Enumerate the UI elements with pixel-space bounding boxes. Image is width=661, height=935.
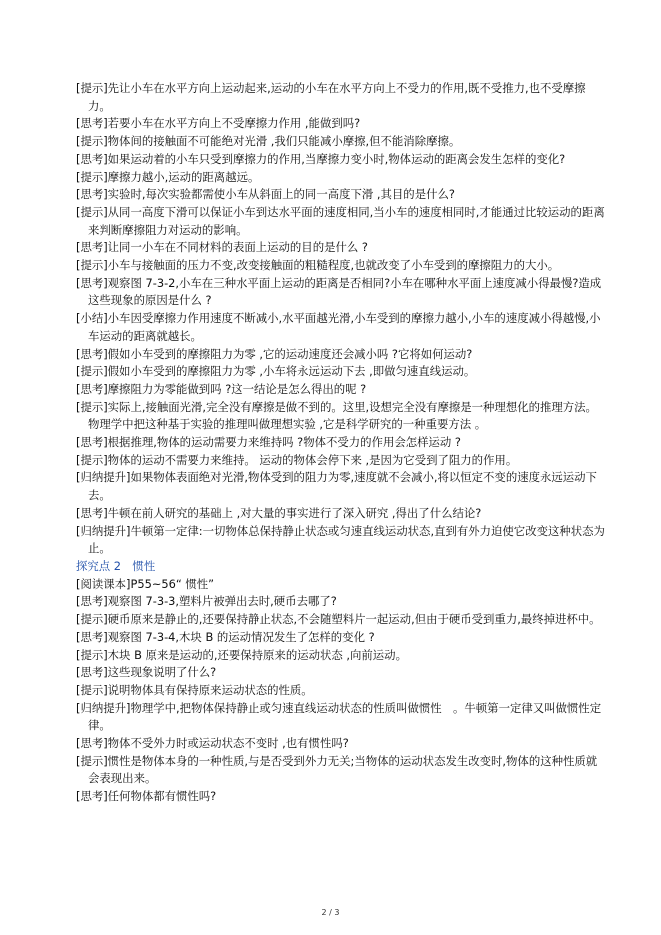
paragraph: [思考]观察图 7-3-3,塑料片被弹出去时,硬币去哪了?: [76, 594, 337, 609]
paragraph: [提示]硬币原来是静止的,还要保持静止状态,不会随塑料片一起运动,但由于硬币受到重力,最终掉进杯中。: [76, 612, 601, 627]
paragraph: [思考]实验时,每次实验都需使小车从斜面上的同一高度下滑 ,其目的是什么?: [76, 187, 455, 202]
page-number: 2 / 3: [321, 908, 340, 917]
paragraph: [提示]物体间的接触面不可能绝对光滑 ,我们只能减小摩擦,但不能消除摩擦。: [76, 134, 461, 149]
paragraph: [思考]任何物体都有惯性吗?: [76, 789, 217, 804]
paragraph: [提示]木块 B 原来是运动的,还要保持原来的运动状态 ,向前运动。: [76, 647, 407, 662]
paragraph: [归纳提升]牛顿第一定律:一切物体总保持静止状态或匀速直线运动状态,直到有外力迫使它改变这种状态为止。: [76, 523, 605, 556]
paragraph: [小结]小车因受摩擦力作用速度不断减小,水平面越光滑,小车受到的摩擦力越小,小车的速度减小得越慢,小车运动的距离就越长。: [76, 311, 601, 343]
paragraph: [思考]观察图 7-3-2,小车在三种水平面上运动的距离是否相同?小车在哪种水平面上速度减小得最慢?造成这些现象的原因是什么 ?: [76, 275, 602, 308]
paragraph: [提示]摩擦力越小,运动的距离越远。: [76, 169, 260, 184]
paragraph: [提示]小车与接触面的压力不变,改变接触面的粗糙程度,也就改变了小车受到的摩擦阻力的大小。: [76, 258, 560, 273]
paragraph: [提示]先让小车在水平方向上运动起来,运动的小车在水平方向上不受力的作用,既不受推力,也不受摩擦力。: [76, 81, 586, 113]
paragraph: [提示]实际上,接触面光滑,完全没有摩擦是做不到的。这里,设想完全没有摩擦是一种理想化的推理方法。物理学中把这种基于实验的推理叫做理想实验 ,它是科学研究的一种重要方法 。: [76, 399, 597, 432]
paragraph: [思考]根据推理,物体的运动需要力来维持吗 ?物体不受力的作用会怎样运动 ?: [76, 435, 461, 450]
paragraph: [思考]让同一小车在不同材料的表面上运动的目的是什么 ?: [76, 240, 368, 255]
paragraph: [思考]如果运动着的小车只受到摩擦力的作用,当摩擦力变小时,物体运动的距离会发生怎样的变化?: [76, 151, 566, 166]
paragraph: [提示]假如小车受到的摩擦阻力为零 ,小车将永远运动下去 ,即做匀速直线运动。: [76, 364, 476, 379]
paragraph: [提示]说明物体具有保持原来运动状态的性质。: [76, 682, 313, 697]
paragraph: [提示]物体的运动不需要力来维持。 运动的物体会停下来 ,是因为它受到了阻力的作用。: [76, 452, 518, 467]
paragraph: [提示]从同一高度下滑可以保证小车到达水平面的速度相同,当小车的速度相同时,才能通过比较运动的距离来判断摩擦阻力对运动的影响。: [76, 204, 605, 237]
section-heading: 探究点 2 惯性: [76, 558, 156, 573]
paragraph: [思考]假如小车受到的摩擦阻力为零 ,它的运动速度还会减小吗 ?它将如何运动?: [76, 346, 473, 361]
paragraph: [思考]观察图 7-3-4,木块 B 的运动情况发生了怎样的变化 ?: [76, 629, 375, 644]
paragraph: [思考]牛顿在前人研究的基础上 ,对大量的事实进行了深入研究 ,得出了什么结论?: [76, 505, 482, 520]
paragraph: [思考]摩擦阻力为零能做到吗 ?这一结论是怎么得出的呢 ?: [76, 381, 367, 396]
paragraph: [思考]物体不受外力时或运动状态不变时 ,也有惯性吗?: [76, 736, 349, 751]
paragraph: [提示]惯性是物体本身的一种性质,与是否受到外力无关;当物体的运动状态发生改变时,物体的这种性质就会表现出来。: [76, 753, 598, 786]
page-content: [76, 80, 608, 806]
paragraph: [思考]这些现象说明了什么?: [76, 665, 217, 680]
paragraph: [思考]若要小车在水平方向上不受摩擦力作用 ,能做到吗?: [76, 116, 361, 131]
paragraph: [归纳提升]如果物体表面绝对光滑,物体受到的阻力为零,速度就不会减小,将以恒定不变的速度永远运动下去。: [76, 470, 597, 503]
paragraph: [归纳提升]物理学中,把物体保持静止或匀速直线运动状态的性质叫做惯性 。牛顿第一定律又叫做惯性定律。: [76, 700, 602, 733]
paragraph: [阅读课本]P55~56“ 惯性”: [76, 576, 215, 591]
